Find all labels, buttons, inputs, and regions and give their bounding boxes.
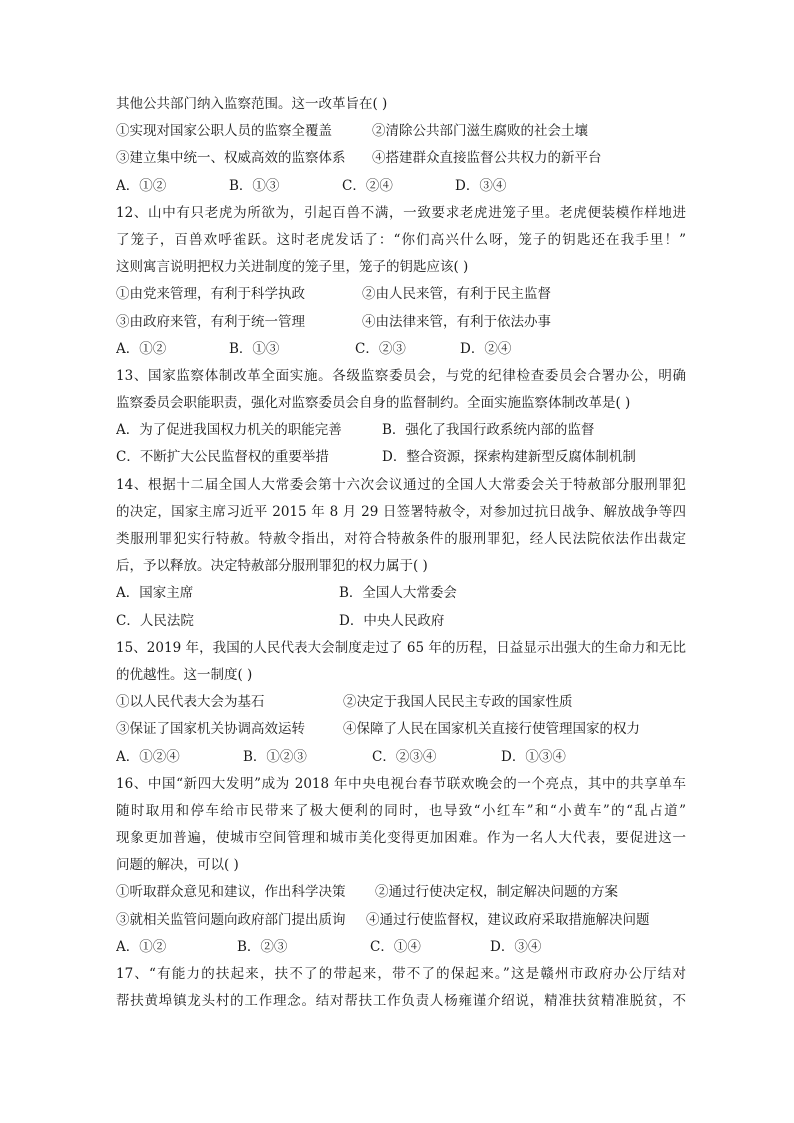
q11-item-1: ①实现对国家公职人员的监察全覆盖 <box>116 123 332 140</box>
q14-stem-line-3: 类服刑罪犯实行特赦。特赦令指出，对符合特赦条件的服刑罪犯，经人民法院依法作出裁定 <box>116 531 686 547</box>
q15-option-d: D．①③④ <box>501 748 566 765</box>
q16-stem-line-4: 问题的解决，可以( ) <box>116 857 239 874</box>
q14-option-c: C．人民法院 <box>116 612 194 629</box>
q15-option-b: B．①②③ <box>243 748 307 765</box>
q15-option-c: C．②③④ <box>372 748 437 765</box>
q15-option-a: A．①②④ <box>116 748 180 765</box>
q15-item-3: ③保证了国家机关协调高效运转 <box>116 721 305 738</box>
q15-stem-line-1: 15、2019 年，我国的人民代表大会制度走过了 65 年的历程，日益显示出强大的生命力和无比 <box>116 639 686 656</box>
q16-items-row-1 <box>116 879 686 906</box>
q13-option-b: B．强化了我国行政系统内部的监督 <box>382 422 595 439</box>
q16-option-b: B．②③ <box>237 938 288 955</box>
q12-options <box>116 336 686 363</box>
q14-stem-line-1: 14、根据十二届全国人大常委会第十六次会议通过的全国人大常委会关于特赦部分服刑罪犯 <box>116 476 686 493</box>
q13-stem-line-1: 13、国家监察体制改革全面实施。各级监察委员会，与党的纪律检查委员会合署办公，明确 <box>116 367 686 384</box>
q12-stem-line-1: 12、山中有只老虎为所欲为，引起百兽不满，一致要求老虎进笼子里。老虎便装模作样地进 <box>116 204 686 221</box>
q14-stem-line-2: 的决定，国家主席习近平 2015 年 8 月 29 日签署特赦令，对参加过抗日战争、解放战争等四 <box>116 503 686 520</box>
q11-stem-tail: 其他公共部门纳入监察范围。这一改革旨在( ) <box>116 96 388 112</box>
q12-option-b: B．①③ <box>229 340 280 357</box>
q11-item-2: ②清除公共部门滋生腐败的社会土壤 <box>372 123 588 140</box>
q16-option-a: A．①② <box>116 938 167 955</box>
q11-items-row-2 <box>116 145 686 172</box>
q16-stem-line-3: 现象更加普遍，使城市空间管理和城市美化变得更加困难。作为一名人大代表，要促进这一 <box>116 830 686 847</box>
q16-stem-line-1: 16、中国“新四大发明”成为 2018 年中央电视台春节联欢晚会的一个亮点，其中的共享单车 <box>116 775 686 792</box>
q16-option-d: D．③④ <box>490 938 542 955</box>
q14-option-d: D．中央人民政府 <box>339 612 445 629</box>
q11-option-a: A．①② <box>116 177 167 194</box>
q15-item-4: ④保障了人民在国家机关直接行使管理国家的权力 <box>343 721 640 738</box>
q15-items-row-2 <box>116 716 686 743</box>
q12-option-c: C．②③ <box>355 340 406 357</box>
q11-options <box>116 173 686 200</box>
q13-options-row-2 <box>116 444 686 471</box>
q11-items-row-1 <box>116 118 686 145</box>
q11-option-b: B．①③ <box>229 177 280 194</box>
q16-item-1: ①听取群众意见和建议，作出科学决策 <box>116 884 346 901</box>
q16-item-4: ④通过行使监督权，建议政府采取措施解决问题 <box>366 911 650 928</box>
q15-stem-line-2: 的优越性。这一制度( ) <box>116 666 253 683</box>
q13-stem-line-2: 监察委员会职能职责，强化对监察委员会自身的监督制约。全面实施监察体制改革是( ) <box>116 395 631 412</box>
q12-items-row-1 <box>116 281 686 308</box>
q16-item-2: ②通过行使决定权，制定解决问题的方案 <box>375 884 618 901</box>
exam-page <box>116 91 686 1015</box>
q14-option-a: A．国家主席 <box>116 585 194 602</box>
q17-stem-line-2: 帮扶黄埠镇龙头村的工作理念。结对帮扶工作负责人杨雍谨介绍说，精准扶贫精准脱贫，不 <box>116 993 686 1010</box>
q17-stem-line-1: 17、“有能力的扶起来，扶不了的带起来，带不了的保起来。”这是赣州市政府办公厅结对 <box>116 966 686 982</box>
q12-stem-line-2: 了笼子，百兽欢呼雀跃。这时老虎发话了：“你们高兴什么呀，笼子的钥匙还在我手里！” <box>116 231 686 248</box>
q12-item-2: ②由人民来管，有利于民主监督 <box>362 286 551 303</box>
q12-stem-line-3: 这则寓言说明把权力关进制度的笼子里，笼子的钥匙应该( ) <box>116 259 469 276</box>
q15-item-2: ②决定于我国人民民主专政的国家性质 <box>343 694 573 711</box>
q15-item-1: ①以人民代表大会为基石 <box>116 694 265 711</box>
q11-option-d: D．③④ <box>455 177 507 194</box>
q14-stem-line-4: 后，予以释放。决定特赦部分服刑罪犯的权力属于( ) <box>116 558 428 575</box>
q16-items-row-2 <box>116 907 686 934</box>
q12-item-4: ④由法律来管，有利于依法办事 <box>362 313 551 330</box>
q16-item-3: ③就相关监管问题向政府部门提出质询 <box>116 911 346 928</box>
q12-item-3: ③由政府来管，有利于统一管理 <box>116 313 305 330</box>
q15-options <box>116 744 686 771</box>
q14-option-b: B．全国人大常委会 <box>339 585 457 602</box>
q13-option-c: C．不断扩大公民监督权的重要举措 <box>116 449 329 466</box>
q16-stem-line-2: 随时取用和停车给市民带来了极大便利的同时，也导致“小红车”和“小黄车”的“乱占道” <box>116 802 686 819</box>
q12-item-1: ①由党来管理，有利于科学执政 <box>116 286 305 303</box>
q13-options-row-1 <box>116 417 686 444</box>
q15-items-row-1 <box>116 689 686 716</box>
q14-options-row-2 <box>116 608 686 635</box>
q11-option-c: C．②④ <box>342 177 393 194</box>
q12-option-a: A．①② <box>116 340 167 357</box>
q16-option-c: C．①④ <box>370 938 421 955</box>
q16-options <box>116 934 686 961</box>
q13-option-d: D．整合资源，探索构建新型反腐体制机制 <box>382 449 636 466</box>
q12-items-row-2 <box>116 309 686 336</box>
q13-option-a: A．为了促进我国权力机关的职能完善 <box>116 422 342 439</box>
q14-options-row-1 <box>116 580 686 607</box>
q11-item-4: ④搭建群众直接监督公共权力的新平台 <box>372 150 602 167</box>
q12-option-d: D．②④ <box>460 340 512 357</box>
q11-item-3: ③建立集中统一、权威高效的监察体系 <box>116 150 346 167</box>
